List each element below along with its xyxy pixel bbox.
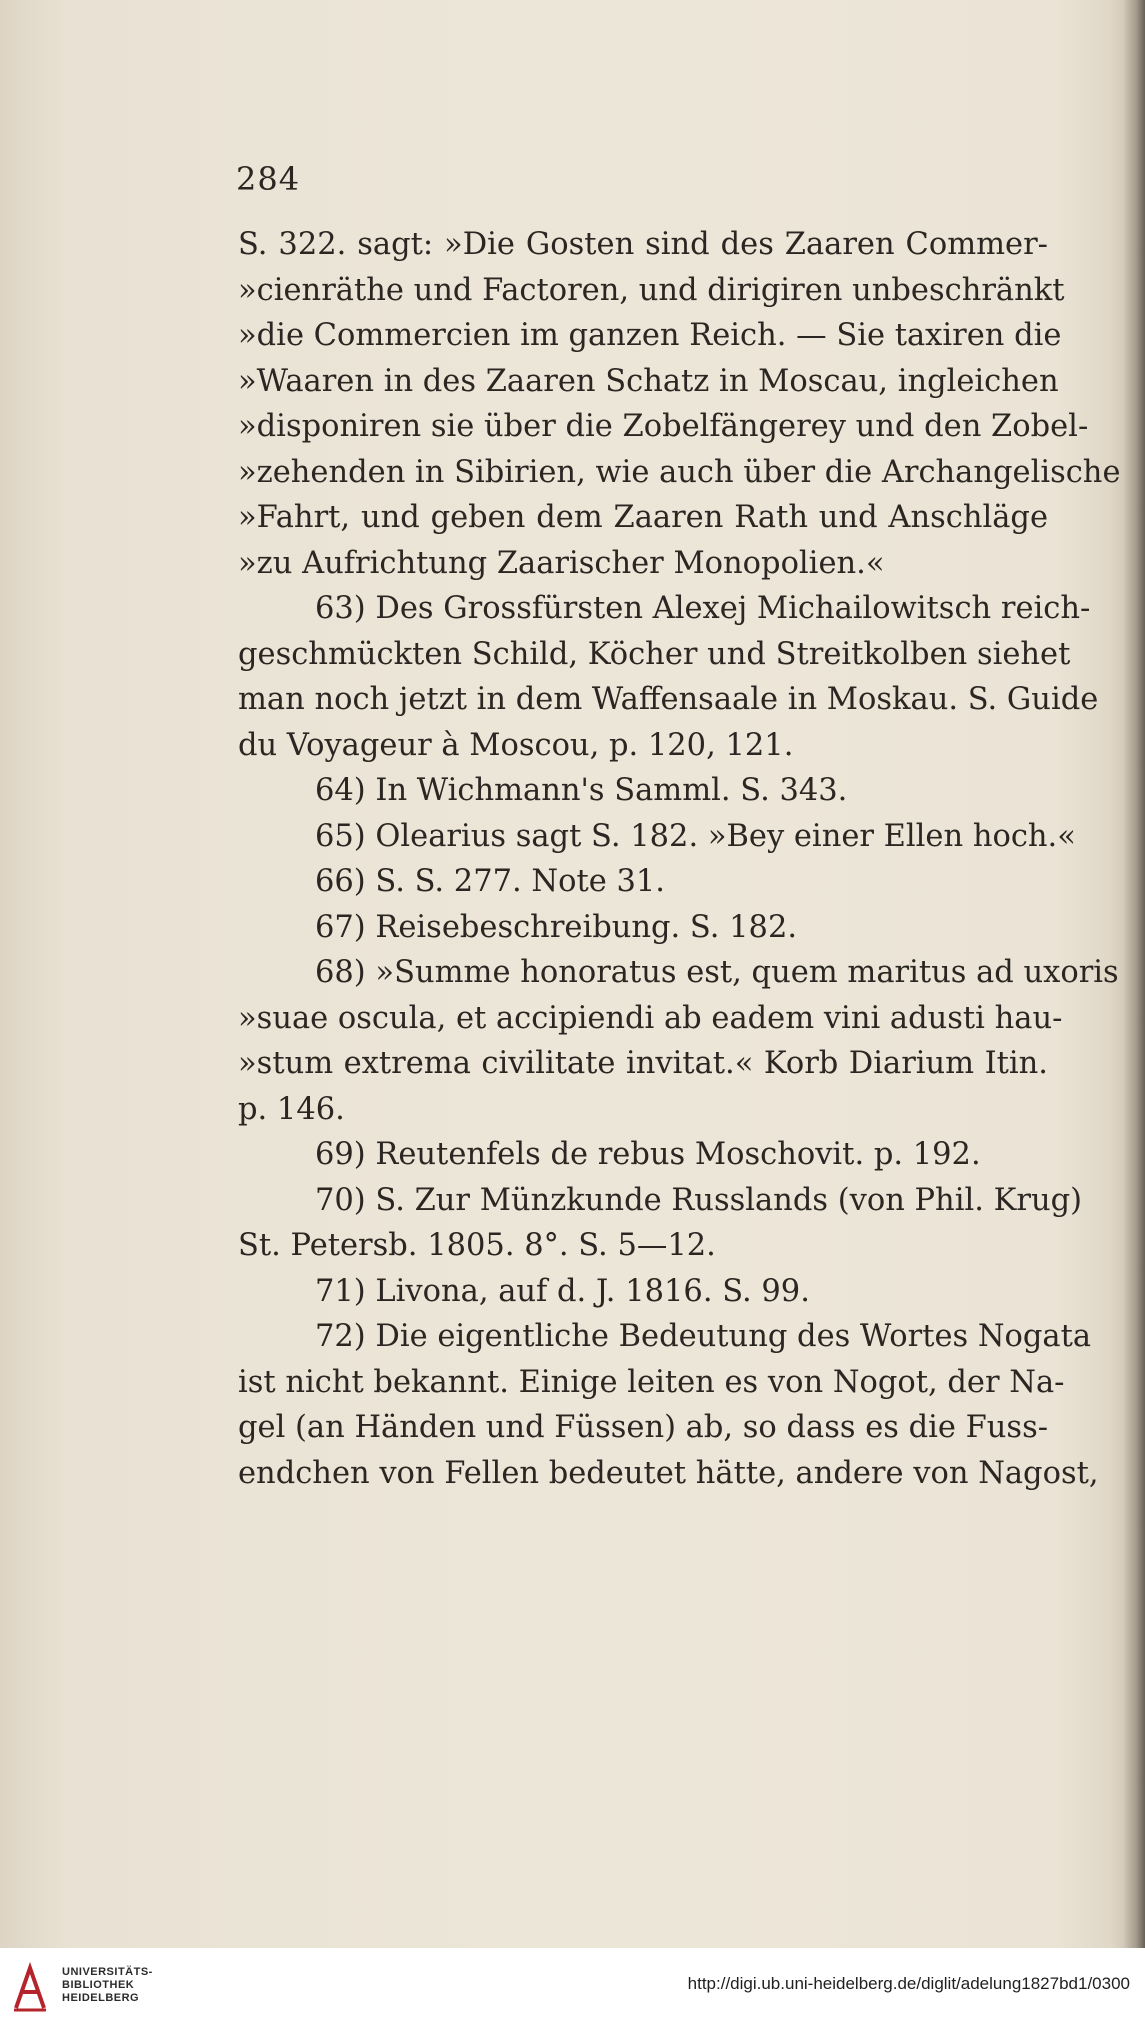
- body-text: [238, 222, 1121, 1496]
- text-line: »zehenden in Sibirien, wie auch über die Archangelische: [238, 454, 1121, 490]
- page-number: 284: [236, 160, 301, 198]
- text-line: 70) S. Zur Münzkunde Russlands (von Phil. Krug): [315, 1182, 1083, 1218]
- text-line: 65) Olearius sagt S. 182. »Bey einer Ellen hoch.«: [315, 818, 1076, 854]
- text-line: geschmückten Schild, Köcher und Streitkolben siehet: [238, 636, 1071, 672]
- text-line: S. 322. sagt: »Die Gosten sind des Zaaren Commer-: [238, 227, 1048, 262]
- text-line: ist nicht bekannt. Einige leiten es von Nogot, der Na-: [238, 1364, 1065, 1400]
- text-line: gel (an Händen und Füssen) ab, so dass es die Fuss-: [238, 1410, 1049, 1445]
- library-logo-text: [62, 1966, 153, 2005]
- text-line: 64) In Wichmann's Samml. S. 343.: [315, 773, 848, 808]
- text-line: p. 146.: [238, 1091, 345, 1127]
- text-line: 66) S. S. 277. Note 31.: [315, 864, 665, 899]
- text-line: 68) »Summe honoratus est, quem maritus ad uxoris: [315, 955, 1119, 990]
- text-line: »stum extrema civilitate invitat.« Korb Diarium Itin.: [238, 1046, 1048, 1081]
- text-line: »Waaren in des Zaaren Schatz in Moscau, ingleichen: [238, 363, 1059, 399]
- footer-bar: [0, 1948, 1145, 2030]
- text-line: »disponiren sie über die Zobelfängerey und den Zobel-: [238, 409, 1089, 444]
- library-seal-icon: [10, 1962, 50, 2014]
- text-line: »suae oscula, et accipiendi ab eadem vini adusti hau-: [238, 1000, 1063, 1036]
- text-line: St. Petersb. 1805. 8°. S. 5—12.: [238, 1228, 716, 1263]
- text-line: 69) Reutenfels de rebus Moschovit. p. 192.: [315, 1137, 981, 1172]
- text-line: »Fahrt, und geben dem Zaaren Rath und Anschläge: [238, 500, 1048, 535]
- text-line: »cienräthe und Factoren, und dirigiren unbeschränkt: [238, 272, 1065, 308]
- text-line: 71) Livona, auf d. J. 1816. S. 99.: [315, 1273, 810, 1309]
- text-line: endchen von Fellen bedeutet hätte, andere von Nagost,: [238, 1455, 1099, 1491]
- logo-line: UNIVERSITÄTS-: [62, 1966, 153, 1978]
- text-line: 63) Des Grossfürsten Alexej Michailowitsch reich-: [315, 591, 1091, 626]
- source-url[interactable]: http://digi.ub.uni-heidelberg.de/diglit/adelung1827bd1/0300: [687, 1974, 1130, 1993]
- logo-line: HEIDELBERG: [62, 1992, 140, 2004]
- text-line: 72) Die eigentliche Bedeutung des Wortes Nogata: [315, 1319, 1092, 1354]
- text-line: du Voyageur à Moscou, p. 120, 121.: [238, 727, 794, 763]
- page-spine-shadow: [1123, 0, 1145, 1948]
- text-line: »zu Aufrichtung Zaarischer Monopolien.«: [238, 545, 885, 581]
- text-line: 67) Reisebeschreibung. S. 182.: [315, 909, 798, 945]
- text-line: man noch jetzt in dem Waffensaale in Moskau. S. Guide: [238, 682, 1099, 717]
- text-line: »die Commercien im ganzen Reich. — Sie taxiren die: [238, 318, 1062, 353]
- logo-line: BIBLIOTHEK: [62, 1979, 135, 1991]
